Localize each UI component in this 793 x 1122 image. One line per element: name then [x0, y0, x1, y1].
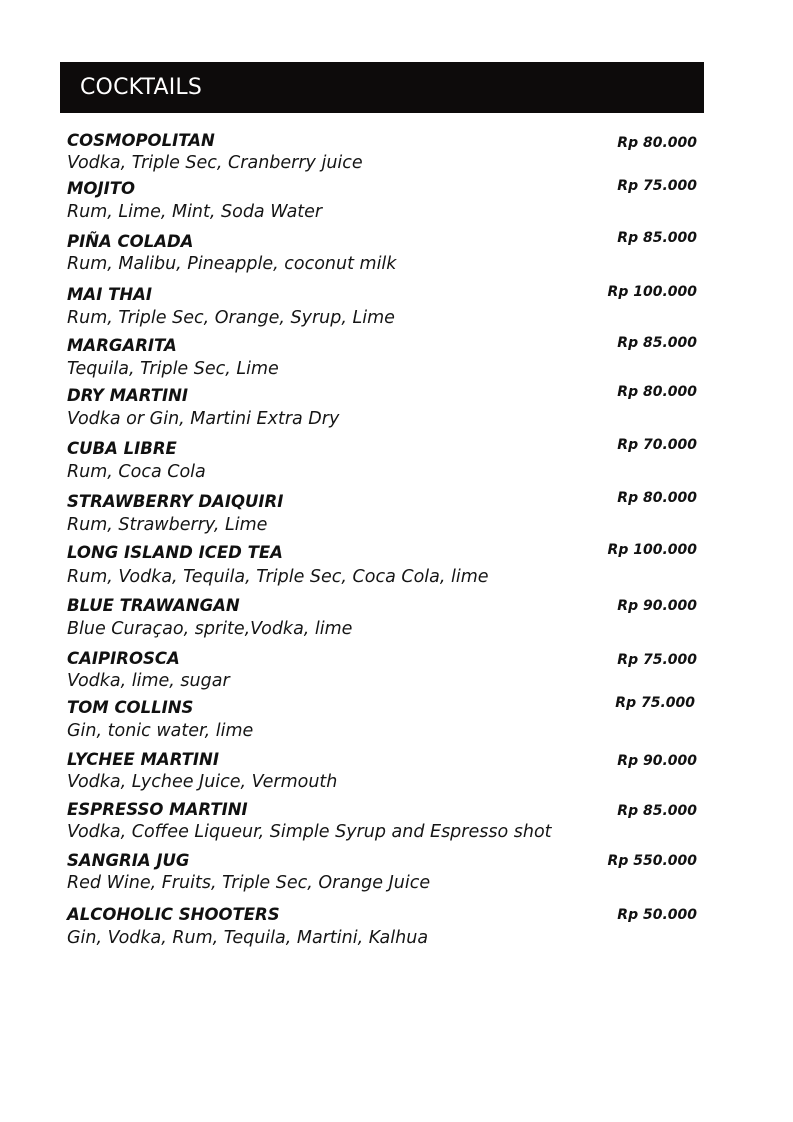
- section-title: COCKTAILS: [80, 75, 203, 100]
- item-description: Vodka, Lychee Juice, Vermouth: [67, 772, 338, 792]
- item-description: Rum, Vodka, Tequila, Triple Sec, Coca Cola, lime: [67, 567, 489, 587]
- menu-item-lychee-martini: [60, 749, 704, 797]
- menu-item-sangria-jug: [60, 850, 704, 898]
- section-header: [60, 62, 704, 113]
- item-name: LYCHEE MARTINI: [67, 750, 220, 769]
- item-price: Rp 85.000: [617, 803, 697, 819]
- item-price: Rp 85.000: [617, 335, 697, 351]
- item-name: COSMOPOLITAN: [67, 131, 215, 150]
- item-name: CUBA LIBRE: [67, 439, 177, 458]
- item-name: MAI THAI: [67, 285, 153, 304]
- item-price: Rp 80.000: [617, 384, 697, 400]
- item-description: Rum, Triple Sec, Orange, Syrup, Lime: [67, 308, 395, 328]
- item-price: Rp 70.000: [617, 437, 697, 453]
- item-price: Rp 85.000: [617, 230, 697, 246]
- item-name: ESPRESSO MARTINI: [67, 800, 248, 819]
- item-price: Rp 90.000: [617, 753, 697, 769]
- menu-item-tom-collins: [60, 697, 704, 745]
- item-description: Rum, Malibu, Pineapple, coconut milk: [67, 254, 397, 274]
- menu-item-blue-trawangan: [60, 595, 704, 643]
- item-price: Rp 80.000: [617, 490, 697, 506]
- item-description: Rum, Coca Cola: [67, 462, 206, 482]
- item-price: Rp 100.000: [607, 284, 697, 300]
- item-description: Blue Curaçao, sprite,Vodka, lime: [67, 619, 353, 639]
- item-price: Rp 50.000: [617, 907, 697, 923]
- menu-item-mojito: [60, 178, 704, 226]
- item-name: PIÑA COLADA: [67, 232, 194, 251]
- item-name: SANGRIA JUG: [67, 851, 190, 870]
- item-name: BLUE TRAWANGAN: [67, 596, 240, 615]
- item-name: ALCOHOLIC SHOOTERS: [67, 905, 280, 924]
- item-price: Rp 90.000: [617, 598, 697, 614]
- menu-item-strawberry-daiquiri: [60, 491, 704, 539]
- menu-item-dry-martini: [60, 385, 704, 433]
- item-description: Red Wine, Fruits, Triple Sec, Orange Juice: [67, 873, 431, 893]
- menu-item-pina-colada: [60, 231, 704, 279]
- item-name: MOJITO: [67, 179, 136, 198]
- item-name: MARGARITA: [67, 336, 177, 355]
- item-name: STRAWBERRY DAIQUIRI: [67, 492, 284, 511]
- item-description: Vodka, Coffee Liqueur, Simple Syrup and Espresso shot: [67, 822, 552, 842]
- item-price: Rp 75.000: [617, 178, 697, 194]
- item-name: DRY MARTINI: [67, 386, 189, 405]
- item-description: Gin, tonic water, lime: [67, 721, 254, 741]
- menu-item-caipirosca: [60, 648, 704, 696]
- item-description: Rum, Lime, Mint, Soda Water: [67, 202, 323, 222]
- menu-item-long-island-iced-tea: [60, 542, 704, 590]
- item-description: Rum, Strawberry, Lime: [67, 515, 268, 535]
- item-description: Vodka, Triple Sec, Cranberry juice: [67, 153, 363, 173]
- item-price: Rp 100.000: [607, 542, 697, 558]
- item-name: LONG ISLAND ICED TEA: [67, 543, 283, 562]
- item-price: Rp 80.000: [617, 135, 697, 151]
- item-price: Rp 75.000: [615, 695, 695, 711]
- menu-item-mai-thai: [60, 284, 704, 332]
- item-description: Gin, Vodka, Rum, Tequila, Martini, Kalhua: [67, 928, 429, 948]
- item-name: TOM COLLINS: [67, 698, 194, 717]
- item-description: Vodka or Gin, Martini Extra Dry: [67, 409, 340, 429]
- item-description: Vodka, lime, sugar: [67, 671, 230, 691]
- item-price: Rp 550.000: [607, 853, 697, 869]
- menu-item-espresso-martini: [60, 799, 704, 847]
- menu-item-margarita: [60, 335, 704, 383]
- item-description: Tequila, Triple Sec, Lime: [67, 359, 279, 379]
- menu-item-cosmopolitan: [60, 130, 704, 178]
- item-price: Rp 75.000: [617, 652, 697, 668]
- item-name: CAIPIROSCA: [67, 649, 180, 668]
- menu-item-alcoholic-shooters: [60, 904, 704, 952]
- menu-item-cuba-libre: [60, 438, 704, 486]
